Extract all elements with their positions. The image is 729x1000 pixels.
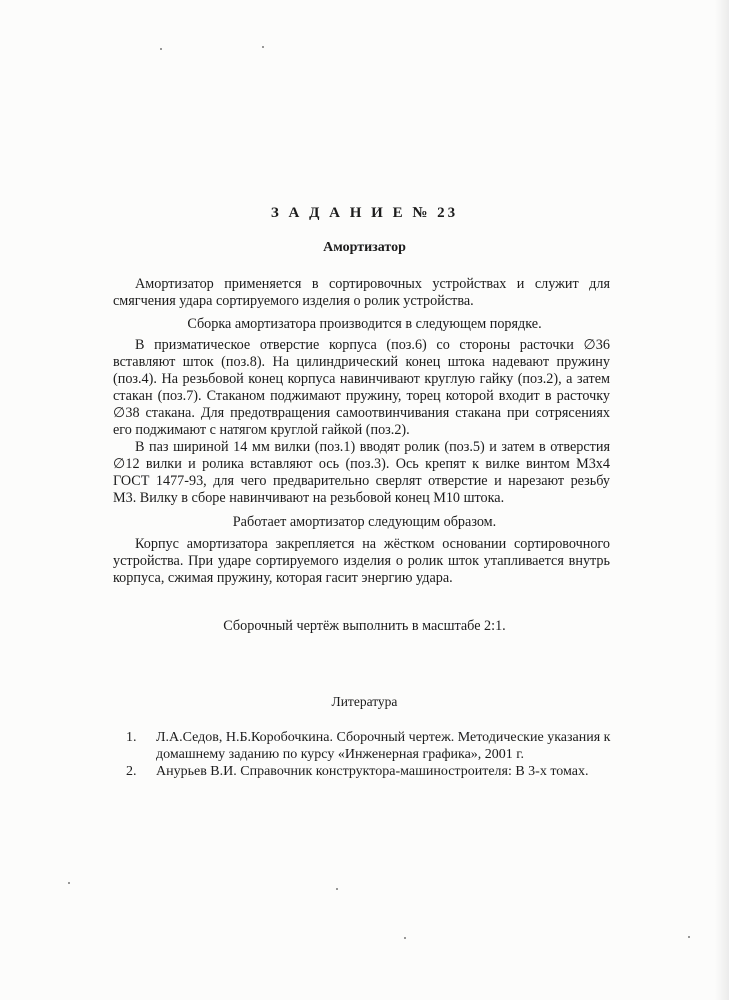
scan-speck — [68, 882, 70, 884]
literature-item — [126, 763, 616, 780]
literature-item-number: 1. — [126, 730, 137, 745]
scan-speck — [262, 46, 264, 48]
scan-speck — [404, 937, 406, 939]
assembly-paragraph-1: В призматическое отверстие корпуса (поз.6) со стороны расточки ∅36 вставляют шток (поз.8). На цилиндрический конец штока надевают пружину (поз.4). На резьбовой конец корпуса навинчивают круглую гайку (поз.2), а затем стакан (поз.7). Стаканом поджимают пружину, торец которой входит в расточку ∅38 стакана. Для предотвращения самоотвинчивания стакана при сотрясениях его поджимают с натягом круглой гайкой (поз.2). — [113, 337, 610, 438]
scan-speck — [160, 48, 162, 50]
intro-paragraph: Амортизатор применяется в сортировочных устройствах и служит для смягчения удара сортируемого изделия о ролик устройства. — [113, 276, 610, 309]
assembly-paragraph-2: В паз шириной 14 мм вилки (поз.1) вводят ролик (поз.5) и затем в отверстия ∅12 вилки и ролика вставляют ось (поз.3). Ось крепят к вилке винтом М3х4 ГОСТ 1477-93, для чего предварительно сверлят отверстие и нарезают резьбу М3. Вилку в сборе навинчивают на резьбовой конец М10 штока. — [113, 439, 610, 506]
literature-item — [126, 729, 616, 763]
literature-item-text: Л.А.Седов, Н.Б.Коробочкина. Сборочный чертеж. Методические указания к домашнему заданию по курсу «Инженерная графика», 2001 г. — [156, 730, 611, 762]
scan-speck — [336, 888, 338, 890]
works-heading: Работает амортизатор следующим образом. — [232, 514, 497, 530]
scale-note: Сборочный чертёж выполнить в масштабе 2:1. — [223, 618, 506, 634]
literature-item-text: Анурьев В.И. Справочник конструктора-машиностроителя: В 3-х томах. — [156, 764, 589, 779]
assembly-paragraph-block — [113, 337, 610, 507]
literature-list — [126, 729, 616, 780]
scan-shadow-edge — [715, 0, 729, 1000]
literature-heading: Литература — [331, 694, 398, 709]
literature-item-number: 2. — [126, 764, 137, 779]
works-paragraph-block — [113, 536, 610, 587]
intro-paragraph-block — [113, 276, 610, 310]
works-paragraph: Корпус амортизатора закрепляется на жёстком основании сортировочного устройства. При ударе сортируемого изделия о ролик шток утапливается внутрь корпуса, сжимая пружину, которая гасит энергию удара. — [113, 536, 610, 586]
assembly-heading: Сборка амортизатора производится в следующем порядке. — [187, 316, 542, 332]
assignment-title: З А Д А Н И Е № 23 — [270, 205, 459, 221]
scan-speck — [688, 936, 690, 938]
assignment-subtitle: Амортизатор — [323, 240, 406, 255]
